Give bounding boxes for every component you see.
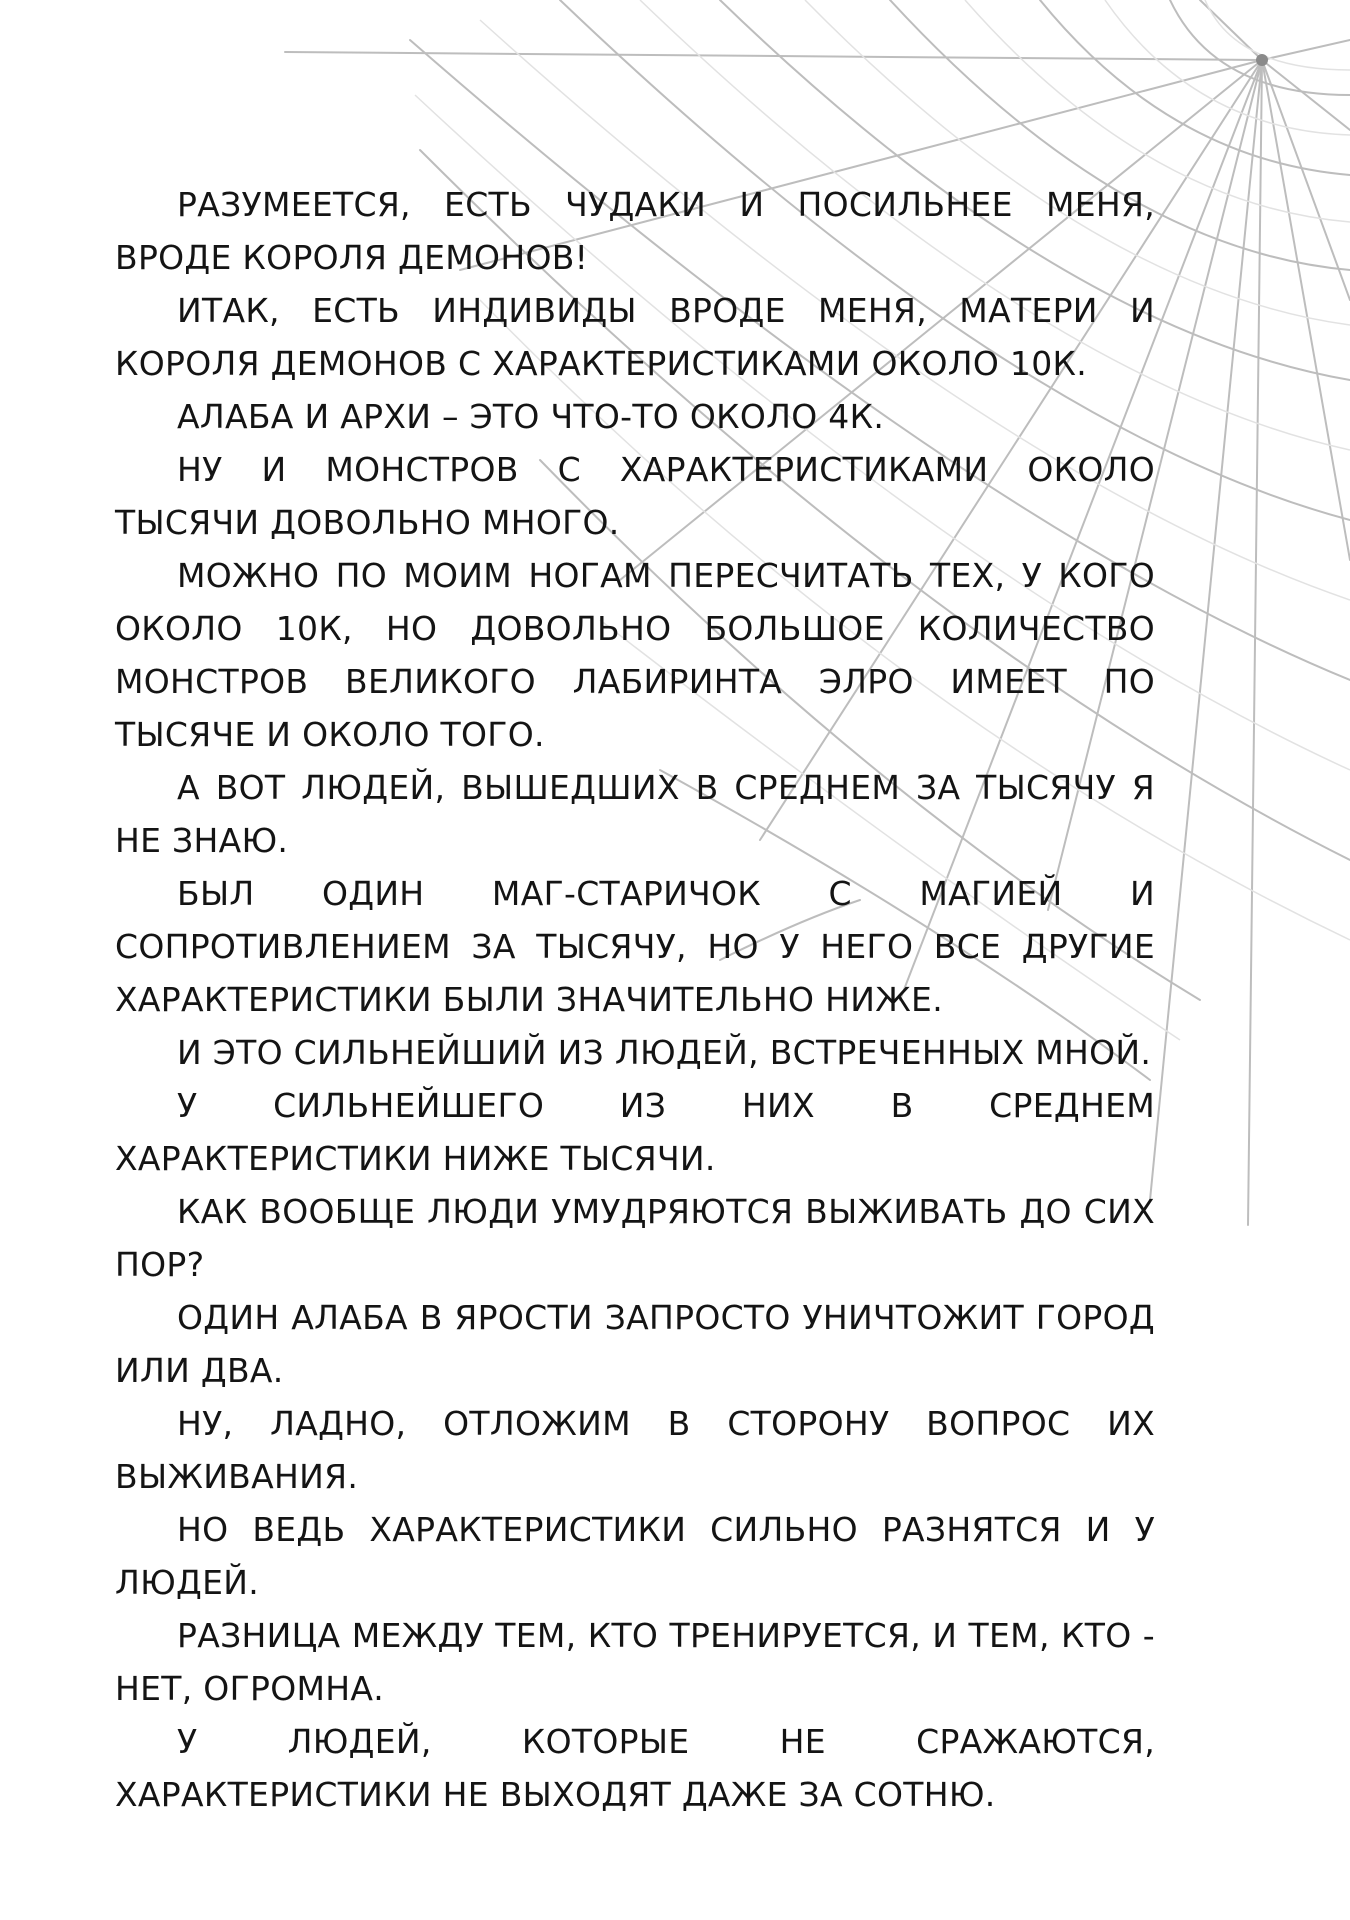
paragraph: НУ, ЛАДНО, ОТЛОЖИМ В СТОРОНУ ВОПРОС ИХ ВЫЖИВАНИЯ. bbox=[115, 1404, 1155, 1496]
paragraph: У СИЛЬНЕЙШЕГО ИЗ НИХ В СРЕДНЕМ ХАРАКТЕРИСТИКИ НИЖЕ ТЫСЯЧИ. bbox=[115, 1086, 1155, 1178]
paragraph: А ВОТ ЛЮДЕЙ, ВЫШЕДШИХ В СРЕДНЕМ ЗА ТЫСЯЧУ Я НЕ ЗНАЮ. bbox=[115, 768, 1155, 860]
paragraph: АЛАБА И АРХИ – ЭТО ЧТО-ТО ОКОЛО 4К. bbox=[177, 397, 885, 436]
paragraph: МОЖНО ПО МОИМ НОГАМ ПЕРЕСЧИТАТЬ ТЕХ, У КОГО ОКОЛО 10К, НО ДОВОЛЬНО БОЛЬШОЕ КОЛИЧЕСТВО МОНСТРОВ ВЕЛИКОГО ЛАБИРИНТА ЭЛРО ИМЕЕТ ПО ТЫСЯЧЕ И ОКОЛО ТОГО. bbox=[115, 556, 1155, 754]
paragraph: БЫЛ ОДИН МАГ-СТАРИЧОК С МАГИЕЙ И СОПРОТИВЛЕНИЕМ ЗА ТЫСЯЧУ, НО У НЕГО ВСЕ ДРУГИЕ ХАРАКТЕРИСТИКИ БЫЛИ ЗНАЧИТЕЛЬНО НИЖЕ. bbox=[115, 874, 1155, 1019]
paragraph: РАЗНИЦА МЕЖДУ ТЕМ, КТО ТРЕНИРУЕТСЯ, И ТЕМ, КТО - НЕТ, ОГРОМНА. bbox=[115, 1616, 1155, 1708]
paragraph: РАЗУМЕЕТСЯ, ЕСТЬ ЧУДАКИ И ПОСИЛЬНЕЕ МЕНЯ, ВРОДЕ КОРОЛЯ ДЕМОНОВ! bbox=[115, 185, 1155, 277]
paragraph: ОДИН АЛАБА В ЯРОСТИ ЗАПРОСТО УНИЧТОЖИТ ГОРОД ИЛИ ДВА. bbox=[115, 1298, 1155, 1390]
paragraph: У ЛЮДЕЙ, КОТОРЫЕ НЕ СРАЖАЮТСЯ, ХАРАКТЕРИСТИКИ НЕ ВЫХОДЯТ ДАЖЕ ЗА СОТНЮ. bbox=[115, 1722, 1155, 1814]
paragraph: И ЭТО СИЛЬНЕЙШИЙ ИЗ ЛЮДЕЙ, ВСТРЕЧЕННЫХ МНОЙ. bbox=[177, 1033, 1152, 1072]
paragraph: НО ВЕДЬ ХАРАКТЕРИСТИКИ СИЛЬНО РАЗНЯТСЯ И У ЛЮДЕЙ. bbox=[115, 1510, 1155, 1602]
paragraph: ИТАК, ЕСТЬ ИНДИВИДЫ ВРОДЕ МЕНЯ, МАТЕРИ И КОРОЛЯ ДЕМОНОВ С ХАРАКТЕРИСТИКАМИ ОКОЛО 10К. bbox=[115, 291, 1155, 383]
story-text bbox=[115, 178, 1155, 1821]
paragraph: НУ И МОНСТРОВ С ХАРАКТЕРИСТИКАМИ ОКОЛО ТЫСЯЧИ ДОВОЛЬНО МНОГО. bbox=[115, 450, 1155, 542]
web-hub bbox=[1256, 54, 1268, 66]
paragraph: КАК ВООБЩЕ ЛЮДИ УМУДРЯЮТСЯ ВЫЖИВАТЬ ДО СИХ ПОР? bbox=[115, 1192, 1155, 1284]
